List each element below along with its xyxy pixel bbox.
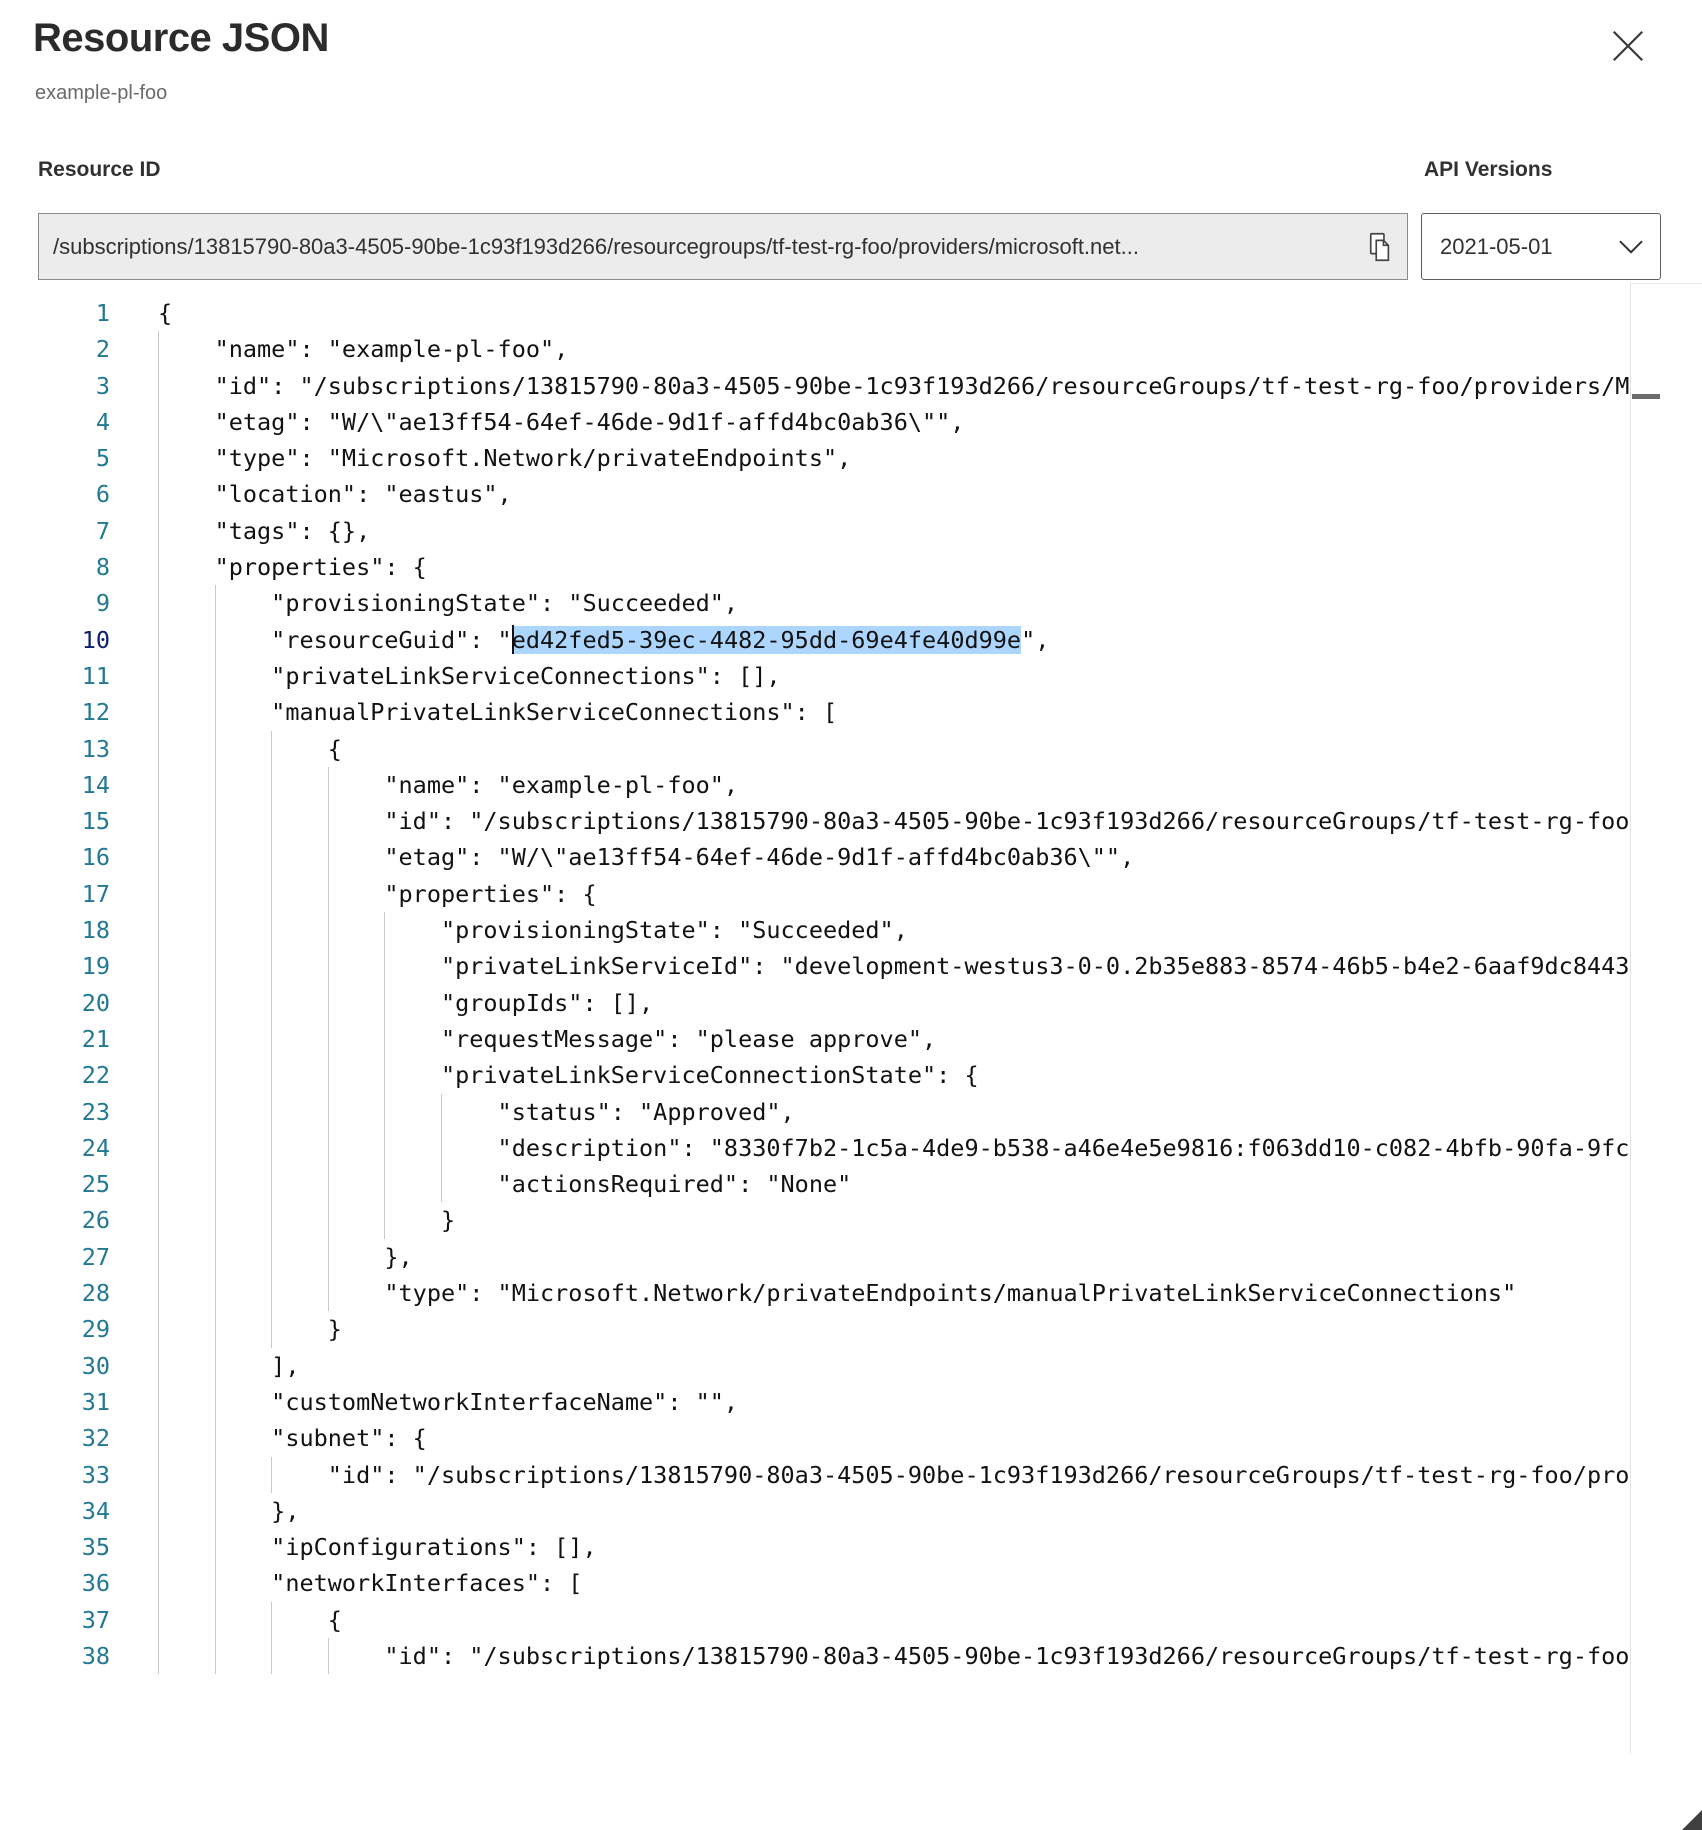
indent-guide: [215, 694, 216, 730]
code-line: "privateLinkServiceConnectionState": {: [158, 1057, 1630, 1093]
indent-guide: [271, 1021, 272, 1057]
indent-guide: [271, 839, 272, 875]
line-number: 22: [81, 1061, 110, 1090]
line-number: 6: [95, 480, 110, 509]
indent-guide: [158, 331, 159, 367]
indent-guide: [328, 1094, 329, 1130]
indent-guide: [328, 1275, 329, 1311]
line-number: 9: [95, 589, 110, 618]
indent-guide: [158, 658, 159, 694]
line-number: 25: [81, 1170, 110, 1199]
resource-id-field: [38, 213, 1408, 280]
indent-guide: [158, 1348, 159, 1384]
indent-guide: [215, 1457, 216, 1493]
indent-guide: [328, 948, 329, 984]
indent-guide: [215, 1565, 216, 1601]
line-number: 8: [95, 553, 110, 582]
line-number: 31: [81, 1387, 110, 1416]
indent-guide: [215, 731, 216, 767]
close-button[interactable]: [1602, 20, 1654, 72]
code-line: "location": "eastus",: [158, 476, 1630, 512]
indent-guide: [158, 767, 159, 803]
line-number: 33: [81, 1460, 110, 1489]
api-version-select[interactable]: [1421, 213, 1661, 280]
indent-guide: [441, 1166, 442, 1202]
indent-guide: [215, 767, 216, 803]
chevron-down-icon: [1618, 239, 1644, 255]
line-number: 14: [81, 770, 110, 799]
code-line: "id": "/subscriptions/13815790-80a3-4505-90be-1c93f193d266/resourceGroups/tf-test-rg-foo/pro: [158, 1457, 1630, 1493]
code-line: "manualPrivateLinkServiceConnections": [: [158, 694, 1630, 730]
indent-guide: [158, 476, 159, 512]
copy-icon: [1365, 231, 1393, 263]
indent-guide: [384, 1021, 385, 1057]
indent-guide: [271, 1130, 272, 1166]
line-number: 35: [81, 1533, 110, 1562]
indent-guide: [328, 876, 329, 912]
indent-guide: [215, 912, 216, 948]
indent-guide: [271, 948, 272, 984]
indent-guide: [158, 1638, 159, 1674]
code-line: "provisioningState": "Succeeded",: [158, 912, 1630, 948]
code-line: "resourceGuid": "ed42fed5-39ec-4482-95dd-69e4fe40d99e",: [158, 622, 1630, 658]
indent-guide: [271, 803, 272, 839]
code-line: "etag": "W/\"ae13ff54-64ef-46de-9d1f-affd4bc0ab36\"",: [158, 404, 1630, 440]
close-icon: [1610, 28, 1646, 64]
indent-guide: [158, 1166, 159, 1202]
indent-guide: [158, 549, 159, 585]
code-line: "tags": {},: [158, 513, 1630, 549]
indent-guide: [215, 1130, 216, 1166]
line-number: 19: [81, 952, 110, 981]
resource-id-label: Resource ID: [38, 158, 161, 181]
line-number: 3: [95, 371, 110, 400]
code-line: "ipConfigurations": [],: [158, 1529, 1630, 1565]
indent-guide: [328, 912, 329, 948]
line-number: 4: [95, 407, 110, 436]
line-number: 18: [81, 916, 110, 945]
indent-guide: [215, 1311, 216, 1347]
indent-guide: [384, 1130, 385, 1166]
line-number: 32: [81, 1424, 110, 1453]
line-number: 13: [81, 734, 110, 763]
indent-guide: [271, 912, 272, 948]
indent-guide: [328, 1202, 329, 1238]
indent-guide: [215, 948, 216, 984]
code-line: "customNetworkInterfaceName": "",: [158, 1384, 1630, 1420]
code-line: "properties": {: [158, 876, 1630, 912]
line-number: 38: [81, 1641, 110, 1670]
line-number: 15: [81, 807, 110, 836]
scrollbar-cursor-marker: [1632, 394, 1660, 399]
resource-id-input[interactable]: [39, 214, 1407, 279]
indent-guide: [158, 1202, 159, 1238]
line-number: 1: [95, 299, 110, 327]
line-number: 5: [95, 444, 110, 473]
indent-guide: [215, 985, 216, 1021]
indent-guide: [158, 948, 159, 984]
resize-handle[interactable]: [1682, 1810, 1702, 1830]
indent-guide: [328, 1057, 329, 1093]
editor-scrollbar[interactable]: [1630, 283, 1702, 1753]
indent-guide: [158, 622, 159, 658]
line-number: 29: [81, 1315, 110, 1344]
indent-guide: [158, 585, 159, 621]
indent-guide: [215, 839, 216, 875]
line-number: 7: [95, 516, 110, 545]
indent-guide: [158, 404, 159, 440]
indent-guide: [158, 912, 159, 948]
indent-guide: [215, 1348, 216, 1384]
indent-guide: [158, 1457, 159, 1493]
indent-guide: [158, 1094, 159, 1130]
indent-guide: [215, 1275, 216, 1311]
indent-guide: [215, 1529, 216, 1565]
indent-guide: [441, 1130, 442, 1166]
indent-guide: [271, 1239, 272, 1275]
code-line: "name": "example-pl-foo",: [158, 331, 1630, 367]
code-line: "id": "/subscriptions/13815790-80a3-4505-90be-1c93f193d266/resourceGroups/tf-test-rg-foo/providers/M: [158, 368, 1630, 404]
text-cursor: [512, 625, 514, 654]
code-line: "description": "8330f7b2-1c5a-4de9-b538-a46e4e5e9816:f063dd10-c082-4bfb-90fa-9fc: [158, 1130, 1630, 1166]
code-line: "provisioningState": "Succeeded",: [158, 585, 1630, 621]
code-line: "status": "Approved",: [158, 1094, 1630, 1130]
indent-guide: [271, 731, 272, 767]
api-versions-label: API Versions: [1424, 158, 1553, 181]
code-content[interactable]: [158, 295, 1630, 1675]
indent-guide: [158, 1420, 159, 1456]
indent-guide: [328, 839, 329, 875]
indent-guide: [328, 803, 329, 839]
indent-guide: [215, 1420, 216, 1456]
line-number: 28: [81, 1279, 110, 1308]
indent-guide: [215, 1239, 216, 1275]
indent-guide: [328, 1021, 329, 1057]
indent-guide: [158, 1602, 159, 1638]
line-number: 10: [81, 625, 110, 654]
indent-guide: [158, 1311, 159, 1347]
indent-guide: [384, 948, 385, 984]
indent-guide: [271, 1166, 272, 1202]
code-line: "type": "Microsoft.Network/privateEndpoints/manualPrivateLinkServiceConnections": [158, 1275, 1630, 1311]
indent-guide: [158, 839, 159, 875]
line-number: 11: [81, 661, 110, 690]
selected-text: ed42fed5-39ec-4482-95dd-69e4fe40d99e: [511, 625, 1022, 654]
indent-guide: [384, 1166, 385, 1202]
indent-guide: [271, 1457, 272, 1493]
code-line: "privateLinkServiceId": "development-westus3-0-0.2b35e883-8574-46b5-b4e2-6aaf9dc8443: [158, 948, 1630, 984]
code-line: }: [158, 1202, 1630, 1238]
code-line: {: [158, 1602, 1630, 1638]
indent-guide: [158, 803, 159, 839]
indent-guide: [271, 767, 272, 803]
indent-guide: [215, 1202, 216, 1238]
indent-guide: [158, 731, 159, 767]
indent-guide: [158, 1529, 159, 1565]
line-number: 12: [81, 698, 110, 727]
line-number: 27: [81, 1242, 110, 1271]
indent-guide: [271, 1275, 272, 1311]
indent-guide: [328, 985, 329, 1021]
indent-guide: [215, 1166, 216, 1202]
code-line: "id": "/subscriptions/13815790-80a3-4505-90be-1c93f193d266/resourceGroups/tf-test-rg-foo: [158, 803, 1630, 839]
indent-guide: [215, 1057, 216, 1093]
line-number: 24: [81, 1133, 110, 1162]
indent-guide: [158, 1565, 159, 1601]
code-line: },: [158, 1239, 1630, 1275]
indent-guide: [158, 1057, 159, 1093]
indent-guide: [215, 876, 216, 912]
line-number: 23: [81, 1097, 110, 1126]
indent-guide: [271, 1602, 272, 1638]
indent-guide: [441, 1094, 442, 1130]
indent-guide: [158, 513, 159, 549]
indent-guide: [158, 1130, 159, 1166]
code-line: {: [158, 299, 173, 327]
code-line: "etag": "W/\"ae13ff54-64ef-46de-9d1f-affd4bc0ab36\"",: [158, 839, 1630, 875]
indent-guide: [158, 1384, 159, 1420]
line-number: 26: [81, 1206, 110, 1235]
indent-guide: [328, 767, 329, 803]
resource-name-subtitle: example-pl-foo: [35, 82, 168, 104]
code-line: "requestMessage": "please approve",: [158, 1021, 1630, 1057]
line-number: 36: [81, 1569, 110, 1598]
line-number-gutter: [0, 295, 110, 1674]
line-number: 16: [81, 843, 110, 872]
code-line: ],: [158, 1348, 1630, 1384]
indent-guide: [215, 803, 216, 839]
code-line: "subnet": {: [158, 1420, 1630, 1456]
api-version-value: 2021-05-01: [1440, 233, 1553, 259]
indent-guide: [158, 1021, 159, 1057]
indent-guide: [158, 1275, 159, 1311]
indent-guide: [215, 658, 216, 694]
indent-guide: [271, 1202, 272, 1238]
indent-guide: [215, 585, 216, 621]
line-number: 2: [95, 335, 110, 364]
indent-guide: [328, 1638, 329, 1674]
indent-guide: [271, 1057, 272, 1093]
indent-guide: [215, 622, 216, 658]
indent-guide: [158, 368, 159, 404]
indent-guide: [158, 985, 159, 1021]
page-title: Resource JSON: [33, 16, 329, 60]
code-line: "name": "example-pl-foo",: [158, 767, 1630, 803]
indent-guide: [158, 694, 159, 730]
indent-guide: [271, 985, 272, 1021]
indent-guide: [384, 1057, 385, 1093]
code-line: "id": "/subscriptions/13815790-80a3-4505-90be-1c93f193d266/resourceGroups/tf-test-rg-foo: [158, 1638, 1630, 1674]
indent-guide: [215, 1384, 216, 1420]
code-line: "actionsRequired": "None": [158, 1166, 1630, 1202]
indent-guide: [158, 440, 159, 476]
indent-guide: [271, 1311, 272, 1347]
indent-guide: [328, 1166, 329, 1202]
code-line: "properties": {: [158, 549, 1630, 585]
indent-guide: [271, 1638, 272, 1674]
indent-guide: [158, 1239, 159, 1275]
line-number: 21: [81, 1024, 110, 1053]
indent-guide: [215, 1021, 216, 1057]
indent-guide: [158, 1493, 159, 1529]
code-line: "privateLinkServiceConnections": [],: [158, 658, 1630, 694]
indent-guide: [328, 1130, 329, 1166]
indent-guide: [215, 1493, 216, 1529]
indent-guide: [328, 1239, 329, 1275]
line-number: 34: [81, 1496, 110, 1525]
code-line: "type": "Microsoft.Network/privateEndpoints",: [158, 440, 1630, 476]
code-line: "networkInterfaces": [: [158, 1565, 1630, 1601]
copy-button[interactable]: [1359, 225, 1399, 269]
indent-guide: [271, 876, 272, 912]
indent-guide: [384, 912, 385, 948]
indent-guide: [215, 1638, 216, 1674]
code-line: }: [158, 1311, 1630, 1347]
indent-guide: [215, 1094, 216, 1130]
indent-guide: [384, 1094, 385, 1130]
indent-guide: [215, 1602, 216, 1638]
line-number: 30: [81, 1351, 110, 1380]
code-line: "groupIds": [],: [158, 985, 1630, 1021]
line-number: 37: [81, 1605, 110, 1634]
indent-guide: [384, 985, 385, 1021]
indent-guide: [384, 1202, 385, 1238]
indent-guide: [158, 876, 159, 912]
line-number: 17: [81, 879, 110, 908]
code-line: },: [158, 1493, 1630, 1529]
code-line: {: [158, 731, 1630, 767]
indent-guide: [271, 1094, 272, 1130]
line-number: 20: [81, 988, 110, 1017]
